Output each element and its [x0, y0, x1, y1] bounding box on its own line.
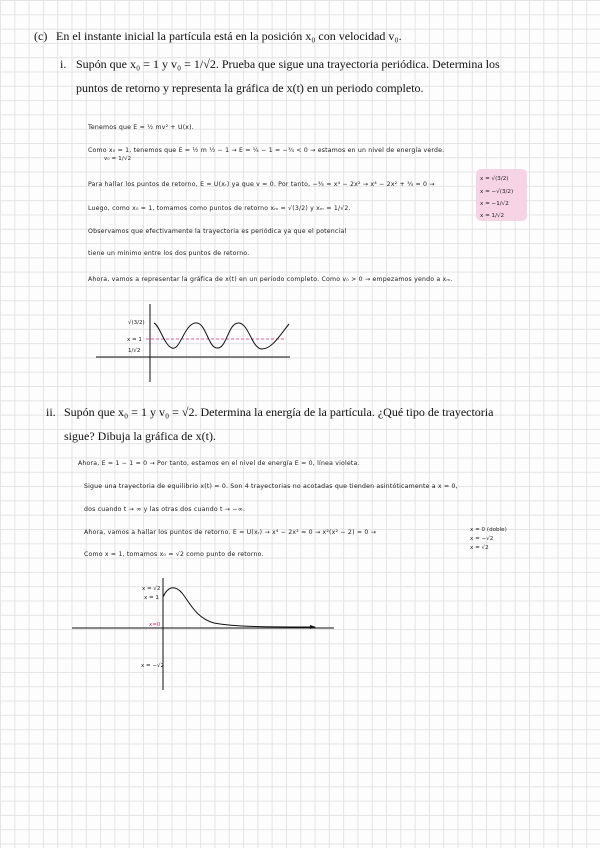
part-c-label: (c): [34, 29, 48, 43]
work-ii-line4: Ahora, vamos a hallar los puntos de retorno. E = U(xᵣ) → x⁴ − 2x² = 0 → x²(x² − 2) = 0 →: [84, 529, 377, 536]
root-i-2: x = −√(3/2): [480, 189, 514, 195]
graph-ii-label-zero: x=0: [149, 622, 161, 628]
work-ii-line5: Como x = 1, tomamos x₀ = √2 como punto de retorno.: [84, 551, 264, 558]
graph-ii-label-mid: x = 1: [144, 595, 159, 601]
part-ii-line1: Supón que x₀ = 1 y v₀ = √2. Determina la energía de la partícula. ¿Qué tipo de trayectoria: [64, 405, 494, 419]
graph-ii-label-top: x = √2: [142, 586, 161, 592]
part-i-label: i.: [60, 57, 67, 71]
work-i-line1: Tenemos que E = ½ mv² + U(x).: [88, 124, 194, 131]
work-i-line6: tiene un mínimo entre los dos puntos de retorno.: [88, 250, 250, 257]
graph-i-label-bot: 1/√2: [128, 348, 141, 354]
root-i-4: x = 1/√2: [480, 213, 505, 219]
root-ii-1: x = 0 (doble): [470, 527, 507, 533]
work-i-line2b: v₀ = 1/√2: [104, 156, 132, 162]
work-i-line4: Luego, como x₀ = 1, tomamos como puntos de retorno xₘ = √(3/2) y xₘ = 1/√2.: [88, 205, 351, 212]
graph-i-label-mid: x = 1: [127, 337, 142, 343]
graph-ii-label-bot: x = −√2: [141, 663, 164, 669]
root-ii-3: x = √2: [470, 545, 489, 551]
root-i-1: x = √(3/2): [480, 176, 509, 182]
part-c-text: En el instante inicial la partícula está en la posición x₀ con velocidad v₀.: [56, 29, 402, 43]
root-ii-2: x = −√2: [470, 536, 494, 542]
part-ii-line2: sigue? Dibuja la gráfica de x(t).: [64, 429, 216, 443]
work-i-line3: Para hallar los puntos de retorno, E = U(xᵣ) ya que v = 0. Por tanto, −¾ = x⁴ − 2x² → x⁴ − 2x² + ¾ = 0 →: [88, 181, 435, 188]
work-ii-line1: Ahora, E = 1 − 1 = 0 → Por tanto, estamos en el nivel de energía E = 0, línea violeta.: [78, 460, 360, 467]
work-i-line5: Observamos que efectivamente la trayectoria es periódica ya que el potencial: [88, 228, 347, 235]
part-i-line1: Supón que x₀ = 1 y v₀ = 1/√2. Prueba que sigue una trayectoria periódica. Determina los: [76, 57, 500, 71]
graph-ii-curve: [163, 588, 310, 627]
work-i-line7: Ahora, vamos a representar la gráfica de x(t) en un periodo completo. Como v₀ > 0 → empezamos yendo a xₘ.: [88, 276, 453, 283]
work-ii-line2: Sigue una trayectoria de equilibrio x(t) = 0. Son 4 trayectorias no acotadas que tienden asintóticamente a x = 0,: [84, 483, 458, 490]
part-i-line2: puntos de retorno y representa la gráfica de x(t) en un periodo completo.: [76, 81, 424, 95]
part-ii-label: ii.: [46, 405, 56, 419]
root-i-3: x = −1/√2: [480, 201, 509, 207]
work-i-line2: Como x₀ = 1, tenemos que E = ½ m ½ − 1 → E = ¼ − 1 = −¾ < 0 → estamos en un nivel de energía verde.: [88, 147, 445, 154]
graph-i-label-top: √(3/2): [128, 320, 145, 326]
work-ii-line3: dos cuando t → ∞ y las otras dos cuando t → −∞.: [84, 506, 246, 513]
